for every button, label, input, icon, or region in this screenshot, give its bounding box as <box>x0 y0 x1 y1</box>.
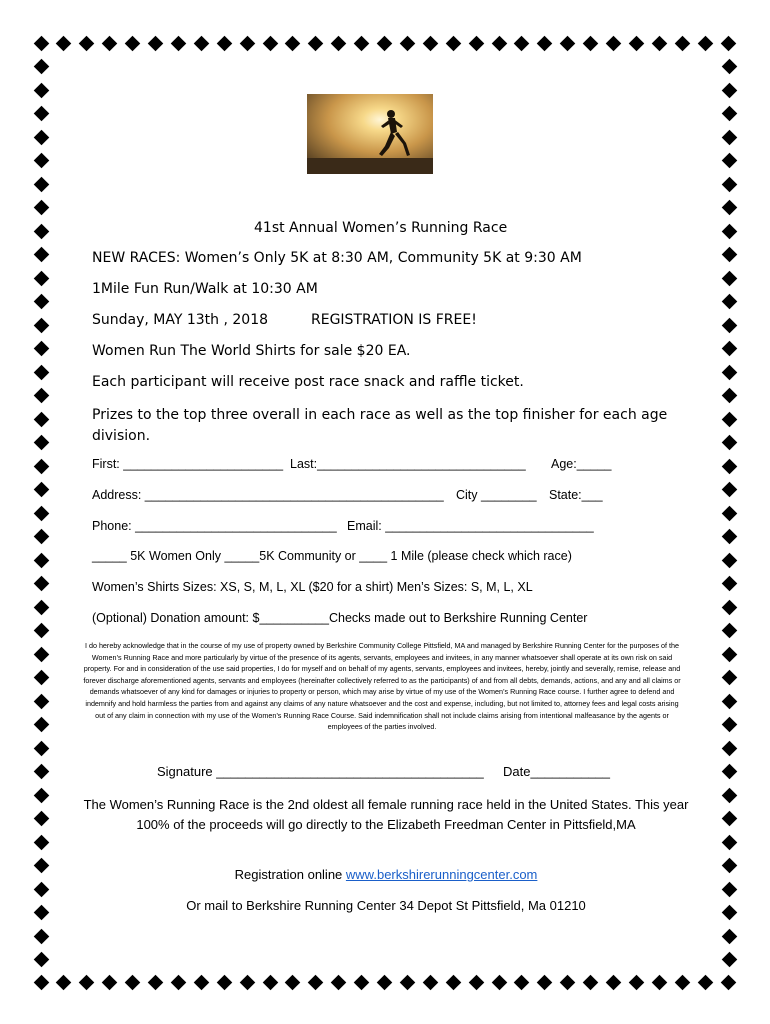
border-diamond <box>652 35 668 51</box>
border-diamond <box>721 552 737 568</box>
border-diamond <box>33 717 49 733</box>
border-diamond <box>721 223 737 239</box>
border-diamond <box>33 223 49 239</box>
border-diamond <box>606 35 622 51</box>
border-diamond <box>468 35 484 51</box>
border-diamond <box>33 764 49 780</box>
first-name-field[interactable]: First: _______________________ <box>92 457 284 471</box>
border-diamond <box>125 974 141 990</box>
city-field[interactable]: City ________ <box>456 488 537 502</box>
state-field[interactable]: State:___ <box>549 488 603 502</box>
border-diamond <box>721 646 737 662</box>
border-diamond <box>721 458 737 474</box>
border-diamond <box>262 35 278 51</box>
border-diamond <box>721 435 737 451</box>
border-diamond <box>331 974 347 990</box>
border-diamond <box>33 552 49 568</box>
border-diamond <box>148 974 164 990</box>
border-diamond <box>171 974 187 990</box>
border-diamond <box>721 670 737 686</box>
border-diamond <box>285 35 301 51</box>
signature-row <box>157 764 610 779</box>
border-diamond <box>560 974 576 990</box>
registration-free: REGISTRATION IS FREE! <box>311 312 477 328</box>
border-diamond <box>33 576 49 592</box>
border-diamond <box>194 35 210 51</box>
border-diamond <box>445 974 461 990</box>
border-diamond <box>331 35 347 51</box>
registration-online <box>82 867 690 882</box>
border-diamond <box>33 858 49 874</box>
border-diamond <box>721 834 737 850</box>
border-diamond <box>514 974 530 990</box>
border-diamond <box>148 35 164 51</box>
waiver-text: I do hereby acknowledge that in the course of my use of property owned by Berkshire Community College Pittsfield, MA and managed by Berkshire Running Center for the purposes of the Women’s Running Race and more particularly by virtue of the presence of its agents, servants, employees and invitees, in any manner whatsoever shall operate at its own risk on said property. For and in consideration of the use said properties, I do for myself and on behalf of my agents, servants, employees and invitees, hereby, jointly and severally, remise, release and forever discharge aforementioned agents, servants and employees (hereinafter collectively referred to as the participants) of and from all debts, demands, actions, and any and all claims or demands whatsoever of any kind for damages or injuries to property or person, which may arise by virtue of my use of the Women’s Running Race course. I further agree to defend and indemnify and hold harmless the parties from and against any claims of any nature whatsoever and the cost and expense, including, but not limited to, attorney fees and legal costs arising out of any claim in connection with my use of the Women’s Running Race Course. Said indemnification shall not include claims arising from intentional malfeasance by the agents or employees of the parties involved. <box>83 641 681 732</box>
border-diamond <box>33 974 49 990</box>
border-diamond <box>721 247 737 263</box>
border-diamond <box>308 974 324 990</box>
border-diamond <box>721 106 737 122</box>
border-diamond <box>697 35 713 51</box>
border-diamond <box>354 974 370 990</box>
border-diamond <box>239 35 255 51</box>
border-diamond <box>721 411 737 427</box>
border-diamond <box>721 764 737 780</box>
border-diamond <box>697 974 713 990</box>
border-diamond <box>33 834 49 850</box>
border-diamond <box>721 153 737 169</box>
border-diamond <box>239 974 255 990</box>
border-diamond <box>721 858 737 874</box>
border-diamond <box>721 717 737 733</box>
runner-photo <box>307 94 433 174</box>
border-diamond <box>721 200 737 216</box>
shirts-sale-text: Women Run The World Shirts for sale $20 EA. <box>92 343 411 359</box>
border-diamond <box>171 35 187 51</box>
border-diamond <box>216 974 232 990</box>
border-diamond <box>721 59 737 75</box>
border-diamond <box>537 35 553 51</box>
border-diamond <box>79 35 95 51</box>
border-diamond <box>33 482 49 498</box>
border-diamond <box>514 35 530 51</box>
border-diamond <box>721 482 737 498</box>
border-diamond <box>423 35 439 51</box>
border-diamond <box>33 881 49 897</box>
border-diamond <box>102 35 118 51</box>
border-diamond <box>56 974 72 990</box>
registration-link[interactable]: www.berkshirerunningcenter.com <box>345 867 538 882</box>
border-diamond <box>33 129 49 145</box>
border-diamond <box>33 35 49 51</box>
border-diamond <box>721 294 737 310</box>
email-field[interactable]: Email: ______________________________ <box>347 519 594 533</box>
border-diamond <box>583 974 599 990</box>
border-diamond <box>445 35 461 51</box>
border-diamond <box>721 599 737 615</box>
border-diamond <box>33 294 49 310</box>
border-diamond <box>33 928 49 944</box>
border-diamond <box>33 200 49 216</box>
border-diamond <box>33 176 49 192</box>
border-diamond <box>33 693 49 709</box>
border-diamond <box>33 341 49 357</box>
mail-address: Or mail to Berkshire Running Center 34 Depot St Pittsfield, Ma 01210 <box>186 898 586 913</box>
border-diamond <box>721 928 737 944</box>
border-diamond <box>33 364 49 380</box>
border-diamond <box>674 974 690 990</box>
oldest-race-text: The Women’s Running Race is the 2nd oldest all female running race held in the United States. This year 100% of the proceeds will go directly to the Elizabeth Freedman Center in Pittsfield,MA <box>83 797 689 832</box>
border-diamond <box>33 317 49 333</box>
border-diamond <box>33 529 49 545</box>
border-diamond <box>308 35 324 51</box>
border-diamond <box>33 458 49 474</box>
registration-online-label: Registration online <box>234 867 346 882</box>
border-diamond <box>721 811 737 827</box>
donation-field[interactable]: (Optional) Donation amount: $__________Checks made out to Berkshire Running Center <box>92 611 588 625</box>
date-row <box>92 312 477 328</box>
border-diamond <box>33 623 49 639</box>
border-diamond <box>721 623 737 639</box>
border-diamond <box>491 35 507 51</box>
border-diamond <box>216 35 232 51</box>
border-diamond <box>721 364 737 380</box>
border-diamond <box>491 974 507 990</box>
border-diamond <box>33 59 49 75</box>
border-diamond <box>423 974 439 990</box>
border-diamond <box>629 35 645 51</box>
border-diamond <box>606 974 622 990</box>
last-name-field[interactable]: Last:______________________________ <box>290 457 526 471</box>
border-diamond <box>720 974 736 990</box>
border-diamond <box>262 974 278 990</box>
prizes-text: Prizes to the top three overall in each race as well as the top finisher for each age division. <box>92 407 668 444</box>
border-diamond <box>125 35 141 51</box>
border-diamond <box>33 388 49 404</box>
border-diamond <box>721 952 737 968</box>
border-diamond <box>33 905 49 921</box>
border-diamond <box>377 974 393 990</box>
border-diamond <box>33 646 49 662</box>
border-diamond <box>721 740 737 756</box>
border-diamond <box>721 905 737 921</box>
border-diamond <box>468 974 484 990</box>
phone-field[interactable]: Phone: _____________________________ <box>92 519 337 533</box>
shirt-sizes-text: Women’s Shirts Sizes: XS, S, M, L, XL ($20 for a shirt) Men’s Sizes: S, M, L, XL <box>92 580 533 594</box>
border-diamond <box>721 576 737 592</box>
border-diamond <box>537 974 553 990</box>
runner-silhouette-icon <box>307 94 433 174</box>
border-diamond <box>33 153 49 169</box>
border-diamond <box>674 35 690 51</box>
border-diamond <box>33 670 49 686</box>
border-diamond <box>354 35 370 51</box>
border-diamond <box>721 693 737 709</box>
border-diamond <box>721 388 737 404</box>
border-diamond <box>629 974 645 990</box>
border-diamond <box>652 974 668 990</box>
new-races-text: NEW RACES: Women’s Only 5K at 8:30 AM, Community 5K at 9:30 AM <box>92 250 582 266</box>
border-diamond <box>721 317 737 333</box>
border-diamond <box>720 35 736 51</box>
border-diamond <box>33 106 49 122</box>
border-diamond <box>33 599 49 615</box>
address-field[interactable]: Address: ___________________________________________ <box>92 488 444 502</box>
border-diamond <box>377 35 393 51</box>
signature-field[interactable]: Signature _____________________________________ <box>157 764 484 779</box>
border-diamond <box>102 974 118 990</box>
border-diamond <box>33 247 49 263</box>
border-diamond <box>33 952 49 968</box>
border-diamond <box>721 129 737 145</box>
border-diamond <box>33 505 49 521</box>
border-diamond <box>56 35 72 51</box>
age-field[interactable]: Age:_____ <box>551 457 612 471</box>
border-diamond <box>560 35 576 51</box>
border-diamond <box>721 341 737 357</box>
fun-run-text: 1Mile Fun Run/Walk at 10:30 AM <box>92 281 318 297</box>
border-diamond <box>33 435 49 451</box>
snack-text: Each participant will receive post race snack and raffle ticket. <box>92 374 524 390</box>
border-diamond <box>194 974 210 990</box>
border-diamond <box>33 270 49 286</box>
border-diamond <box>33 787 49 803</box>
border-diamond <box>583 35 599 51</box>
race-date: Sunday, MAY 13th , 2018 <box>92 312 269 328</box>
date-field[interactable]: Date___________ <box>503 764 610 779</box>
border-diamond <box>721 270 737 286</box>
border-diamond <box>400 35 416 51</box>
border-diamond <box>721 176 737 192</box>
border-diamond <box>400 974 416 990</box>
border-diamond <box>285 974 301 990</box>
border-diamond <box>33 411 49 427</box>
border-diamond <box>721 881 737 897</box>
border-diamond <box>33 82 49 98</box>
race-choice-field[interactable]: _____ 5K Women Only _____5K Community or ____ 1 Mile (please check which race) <box>92 549 572 563</box>
border-diamond <box>721 82 737 98</box>
border-diamond <box>79 974 95 990</box>
border-diamond <box>721 787 737 803</box>
border-diamond <box>33 811 49 827</box>
border-diamond <box>721 529 737 545</box>
race-title: 41st Annual Women’s Running Race <box>254 220 508 236</box>
border-diamond <box>721 505 737 521</box>
border-diamond <box>33 740 49 756</box>
